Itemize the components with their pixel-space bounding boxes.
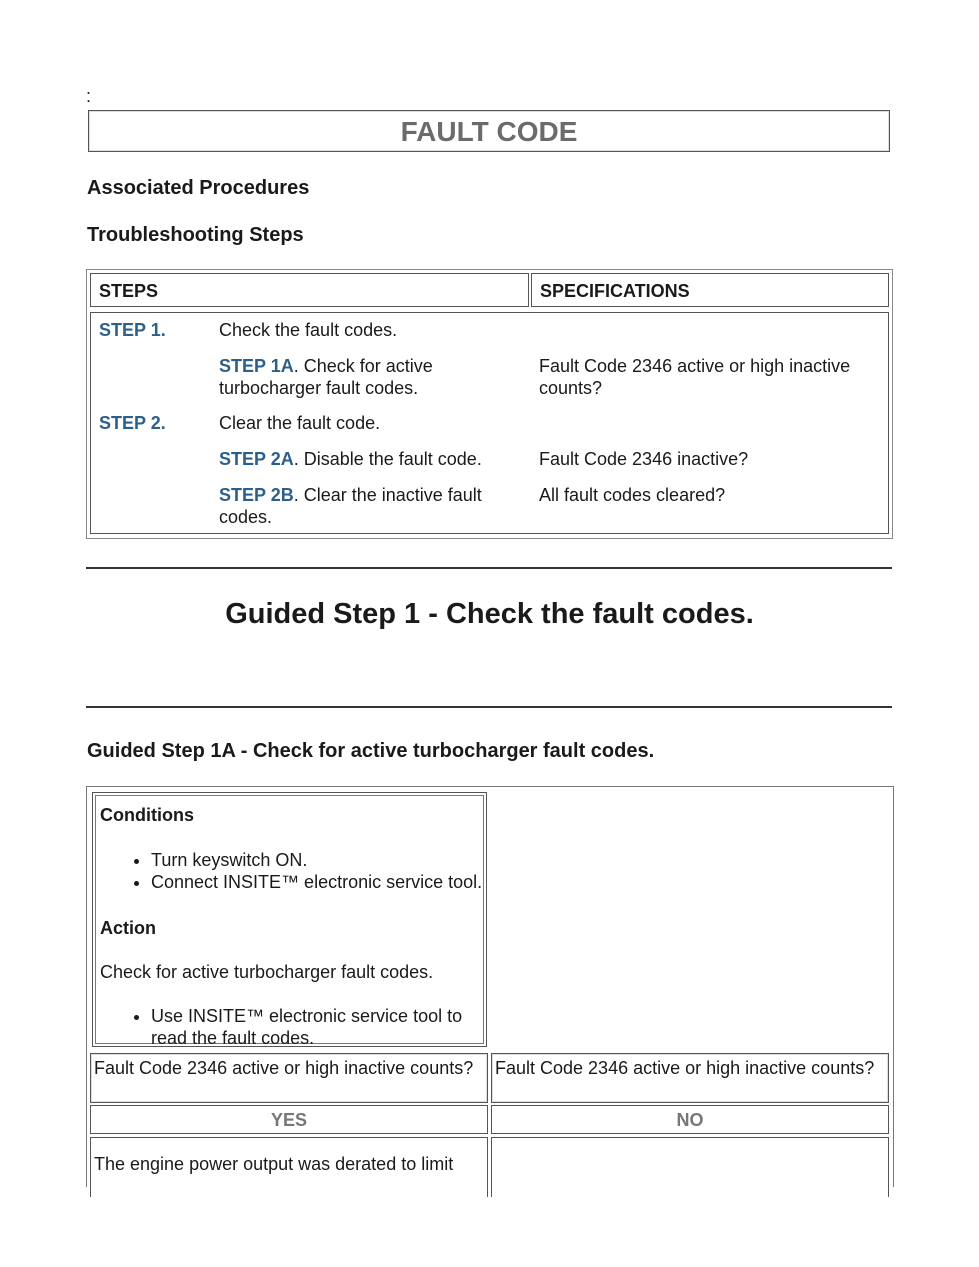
step-2a-link[interactable]: STEP 2A <box>219 449 294 469</box>
step-2-link[interactable]: STEP 2. <box>99 413 166 433</box>
guided-step-1-title: Guided Step 1 - Check the fault codes. <box>225 598 754 630</box>
step-2b-text: . Clear the inactive fault codes. <box>219 485 482 527</box>
step-2-text: Clear the fault code. <box>219 413 381 433</box>
conditions-list <box>93 849 486 893</box>
page-title-box <box>88 110 890 152</box>
question-left: Fault Code 2346 active or high inactive counts? <box>90 1053 488 1103</box>
condition-item: • Connect INSITE™ electronic service tool. <box>151 871 486 893</box>
no-result <box>491 1137 889 1197</box>
divider-1 <box>86 567 892 569</box>
action-text: Check for active turbocharger fault codes. <box>100 962 434 982</box>
associated-procedures-heading: Associated Procedures <box>87 177 310 199</box>
condition-item: • Turn keyswitch ON. <box>151 849 486 871</box>
step-1a-text: . Check for active turbocharger fault codes. <box>219 356 433 398</box>
steps-table <box>86 269 893 539</box>
step-2b-link[interactable]: STEP 2B <box>219 485 294 505</box>
action-label: Action <box>100 918 156 938</box>
specifications-column-header: SPECIFICATIONS <box>531 273 889 307</box>
step-2a-item <box>219 448 519 470</box>
conditions-action-panel <box>92 792 487 1047</box>
action-list <box>93 1005 486 1049</box>
page-marker: : <box>86 86 92 106</box>
step-2a-spec: Fault Code 2346 inactive? <box>539 449 749 469</box>
troubleshooting-steps-heading: Troubleshooting Steps <box>87 224 304 246</box>
question-right: Fault Code 2346 active or high inactive counts? <box>491 1053 889 1103</box>
action-item: • Use INSITE™ electronic service tool to read the fault codes. <box>151 1005 486 1049</box>
step-1a-spec: Fault Code 2346 active or high inactive counts? <box>539 356 851 398</box>
steps-table-body <box>90 312 889 534</box>
yes-link[interactable]: YES <box>90 1105 488 1134</box>
step-2a-text: . Disable the fault code. <box>293 449 482 469</box>
step-2b-item <box>219 484 519 528</box>
step-2b-spec: All fault codes cleared? <box>539 485 726 505</box>
divider-2 <box>86 706 892 708</box>
step-1-link[interactable]: STEP 1. <box>99 320 166 340</box>
guided-step-1a-title: Guided Step 1A - Check for active turbocharger fault codes. <box>87 740 655 762</box>
step-1a-link[interactable]: STEP 1A <box>219 356 294 376</box>
step-1a-item <box>219 355 519 399</box>
steps-column-header: STEPS <box>90 273 529 307</box>
step-1-text: Check the fault codes. <box>219 320 398 340</box>
page-title: FAULT CODE <box>400 116 578 147</box>
no-link[interactable]: NO <box>491 1105 889 1134</box>
conditions-label: Conditions <box>100 805 194 825</box>
guided-step-1a-table <box>86 786 894 1187</box>
yes-result: The engine power output was derated to limit <box>90 1137 488 1197</box>
